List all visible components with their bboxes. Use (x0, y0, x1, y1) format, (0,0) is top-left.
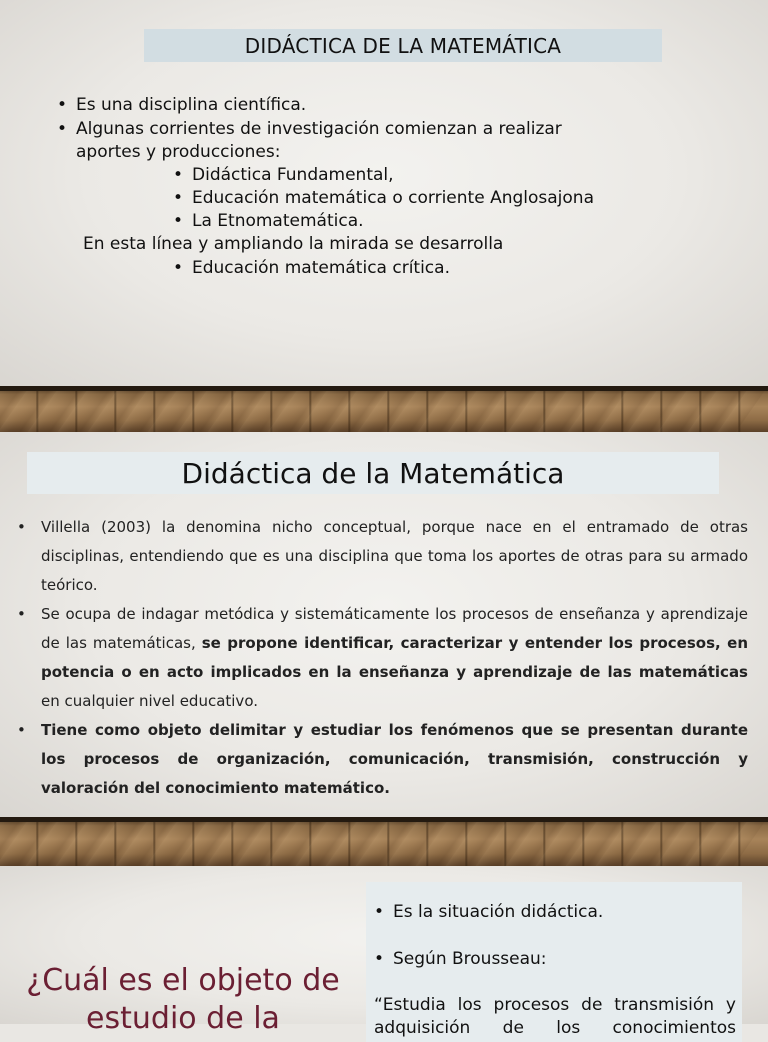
item-2-tail-text: en cualquier nivel educativo. (41, 692, 258, 710)
box-bullet-1 (374, 901, 736, 924)
sub-bullet-1-text: Didáctica Fundamental, (192, 165, 394, 185)
box-bullet-2 (374, 948, 736, 971)
wood-floor-divider (0, 817, 768, 866)
slide-1 (0, 0, 768, 386)
sub-bullet-3-text: La Etnomatemática. (192, 211, 364, 231)
bullet-1 (57, 94, 306, 117)
bullet-2-text-line2: aportes y producciones: (76, 142, 281, 162)
box-quote: “Estudia los procesos de transmisión y adquisición de los conocimientos (374, 995, 736, 1038)
bullet-2 (57, 118, 562, 141)
sub-bullet-2 (173, 187, 594, 210)
item-2-text: Se ocupa de indagar metódica y sistemáticamente los procesos de enseñanza y aprendizaje de las matemáticas, (41, 605, 748, 652)
list-item (14, 600, 748, 716)
content-box (366, 882, 742, 1042)
list-item (14, 513, 748, 600)
item-3-text: Tiene como objeto delimitar y estudiar los fenómenos que se presentan durante los procesos de organización, comunicación, transmisión, construcción y valoración del conocimiento matemático. (41, 721, 748, 797)
wood-floor-divider (0, 386, 768, 432)
slide-3 (0, 866, 768, 1038)
box-bullet-2-text: Según Brousseau: (393, 949, 547, 969)
sub-bullet-2-text: Educación matemática o corriente Anglosajona (192, 188, 594, 208)
box-bullet-1-text: Es la situación didáctica. (393, 902, 604, 922)
slide-3-question: ¿Cuál es el objeto de estudio de la (26, 963, 340, 1036)
paragraph-line: En esta línea y ampliando la mirada se desarrolla (83, 234, 504, 254)
sub-bullet-3 (173, 210, 364, 233)
slide-1-title: DIDÁCTICA DE LA MATEMÁTICA (144, 29, 662, 62)
sub-bullet-4 (173, 257, 450, 280)
sub-bullet-4-text: Educación matemática crítica. (192, 258, 450, 278)
bullet-1-text: Es una disciplina científica. (76, 95, 307, 115)
slide-2-title: Didáctica de la Matemática (27, 452, 719, 494)
item-2-bold-text: se propone identificar, caracterizar y entender los procesos, en potencia o en acto implicados en la enseñanza y aprendizaje de las matemáticas (41, 634, 748, 681)
bullet-2-text-line1: Algunas corrientes de investigación comienzan a realizar (76, 119, 562, 139)
slide-2 (0, 432, 768, 817)
list-item (14, 716, 748, 803)
sub-bullet-1 (173, 164, 394, 187)
item-1-text: Villella (2003) la denomina nicho conceptual, porque nace en el entramado de otras disciplinas, entendiendo que es una disciplina que toma los aportes de otras para su armado teórico. (41, 518, 748, 594)
slide-2-body (14, 513, 748, 803)
